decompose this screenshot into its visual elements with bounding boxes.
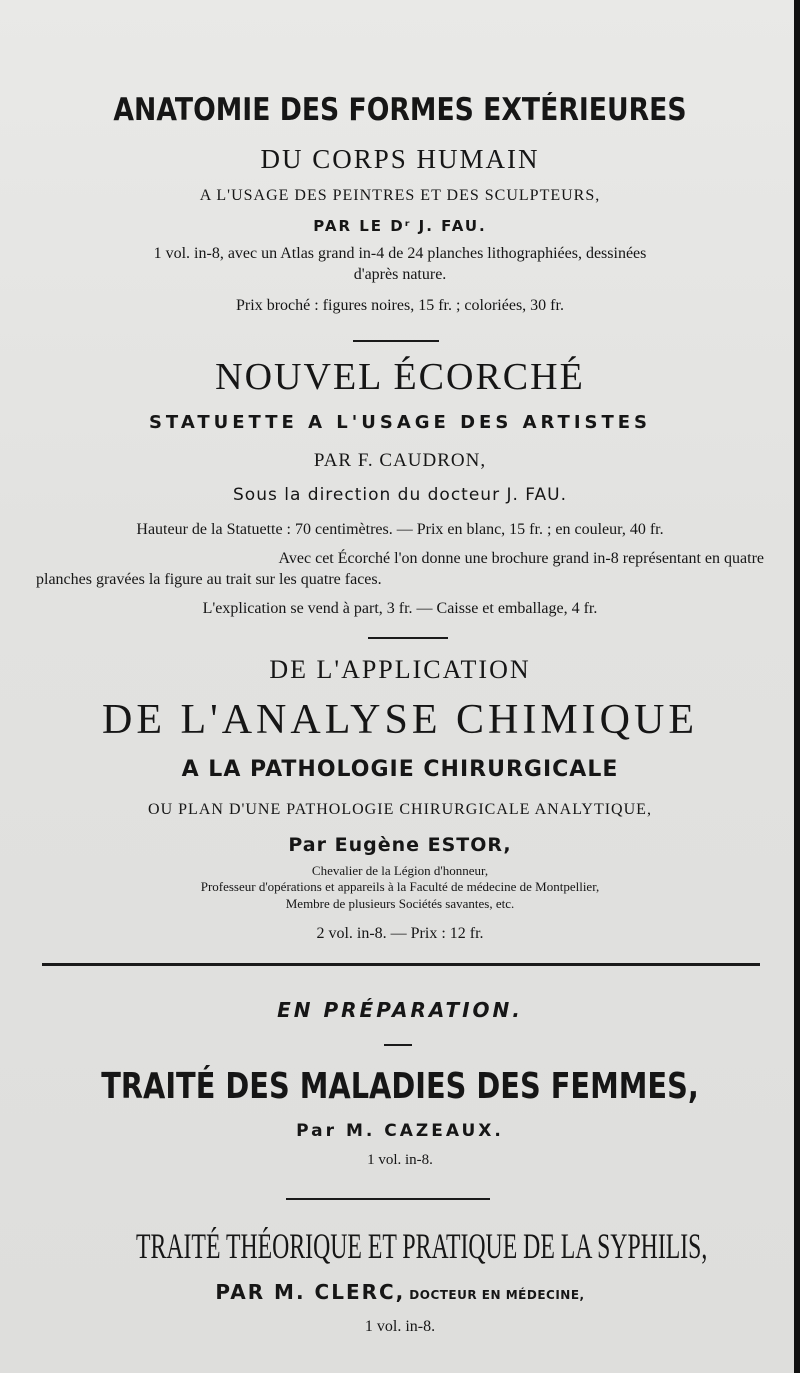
ecorche-note-line2: planches gravées la figure au trait sur les quatre faces. [36, 571, 382, 588]
syphilis-title: TRAITÉ THÉORIQUE ET PRATIQUE DE LA SYPHILIS, [136, 1226, 708, 1266]
anatomie-usage: A L'USAGE DES PEINTRES ET DES SCULPTEURS, [199, 187, 601, 204]
analyse-bio-line3: Membre de plusieurs Sociétés savantes, etc. [285, 896, 515, 911]
ecorche-subtitle: STATUETTE A L'USAGE DES ARTISTES [148, 412, 652, 433]
analyse-price: 2 vol. in-8. — Prix : 12 fr. [316, 925, 484, 942]
ecorche-explication: L'explication se vend à part, 3 fr. — Caisse et emballage, 4 fr. [202, 600, 598, 617]
syphilis-author: PAR M. CLERC, [215, 1280, 406, 1304]
ecorche-title: NOUVEL ÉCORCHÉ [215, 356, 585, 398]
preparation-author: Par M. CAZEAUX. [296, 1121, 504, 1141]
ecorche-author: PAR F. CAUDRON, [313, 450, 487, 471]
syphilis-volume: 1 vol. in-8. [364, 1318, 436, 1335]
analyse-subtitle: OU PLAN D'UNE PATHOLOGIE CHIRURGICALE ANALYTIQUE, [148, 801, 652, 818]
preparation-volume: 1 vol. in-8. [367, 1152, 433, 1168]
analyse-title-line1: DE L'APPLICATION [269, 655, 531, 684]
anatomie-price: Prix broché : figures noires, 15 fr. ; coloriées, 30 fr. [236, 297, 564, 314]
divider [368, 637, 448, 639]
preparation-title: TRAITÉ DES MALADIES DES FEMMES, [101, 1066, 699, 1107]
analyse-bio-line2: Professeur d'opérations et appareils à la Faculté de médecine de Montpellier, [200, 879, 600, 894]
ecorche-height: Hauteur de la Statuette : 70 centimètres. — Prix en blanc, 15 fr. ; en couleur, 40 fr. [136, 521, 664, 538]
anatomie-author: PAR LE Dʳ J. FAU. [313, 217, 487, 235]
analyse-author: Par Eugène ESTOR, [288, 834, 512, 856]
divider [286, 1198, 490, 1200]
analyse-title-line2: DE L'ANALYSE CHIMIQUE [102, 697, 698, 743]
analyse-title-line3: A LA PATHOLOGIE CHIRURGICALE [181, 757, 619, 782]
anatomie-desc-line1: 1 vol. in-8, avec un Atlas grand in-4 de 24 planches lithographiées, dessinées [153, 245, 647, 262]
ecorche-note-line1: Avec cet Écorché l'on donne une brochure grand in-8 représentant en quatre [278, 550, 764, 567]
divider [384, 1044, 412, 1046]
analyse-bio-line1: Chevalier de la Légion d'honneur, [311, 863, 489, 878]
anatomie-subtitle: DU CORPS HUMAIN [260, 144, 540, 174]
syphilis-byline [0, 1280, 800, 1304]
preparation-heading: EN PRÉPARATION. [277, 998, 523, 1022]
anatomie-title: ANATOMIE DES FORMES EXTÉRIEURES [113, 92, 687, 128]
ecorche-direction: Sous la direction du docteur J. FAU. [233, 485, 567, 505]
anatomie-desc-line2: d'après nature. [353, 266, 447, 283]
section-rule [42, 963, 760, 966]
syphilis-role: DOCTEUR EN MÉDECINE, [409, 1288, 585, 1302]
divider [353, 340, 439, 342]
